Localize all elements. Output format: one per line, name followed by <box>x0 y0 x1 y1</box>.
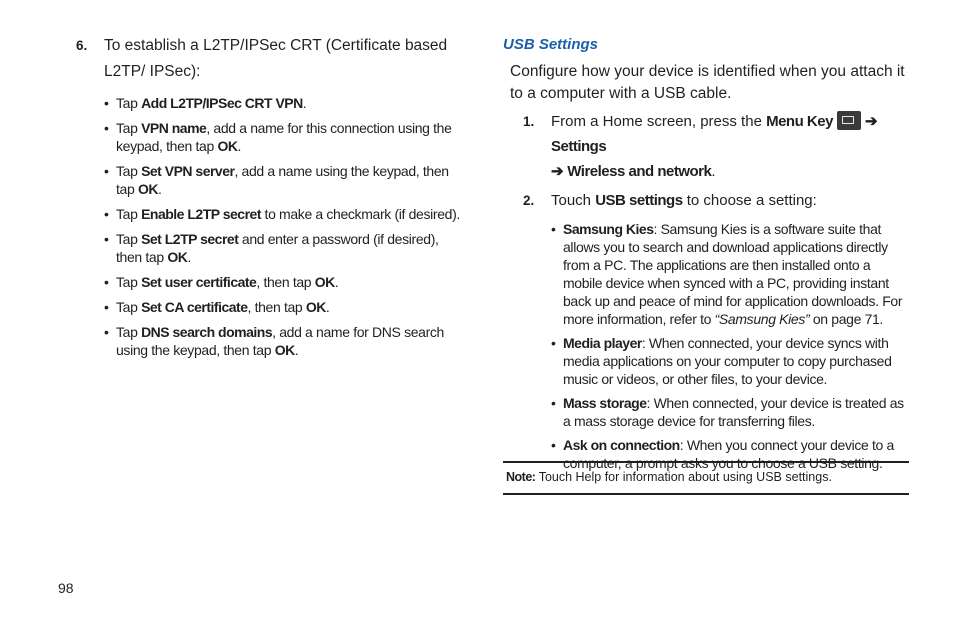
note-label: Note: <box>506 470 536 484</box>
step-2: 2. Touch USB settings to choose a setting: <box>523 188 909 213</box>
list-item: • Tap Add L2TP/IPSec CRT VPN. <box>104 94 461 112</box>
page-number: 98 <box>58 580 74 596</box>
right-column <box>503 33 909 472</box>
step-1: 1. From a Home screen, press the Menu Key ➔ Settings ➔ Wireless and network. <box>523 109 909 184</box>
intro-paragraph: Configure how your device is identified when you attach it to a computer with a USB cable. <box>510 63 905 102</box>
wireless-network-label: Wireless and network <box>567 163 712 180</box>
list-item: • Tap DNS search domains, add a name for DNS search using the keypad, then tap OK. <box>104 323 461 359</box>
list-item: • Tap Set CA certificate, then tap OK. <box>104 298 461 316</box>
list-item: • Tap Set L2TP secret and enter a password (if desired), then tap OK. <box>104 230 461 266</box>
menu-key-icon <box>837 111 861 130</box>
step-number: 6. <box>76 38 88 53</box>
note-text: Touch Help for information about using USB settings. <box>535 470 832 484</box>
step-number: 2. <box>523 193 535 208</box>
list-item: • Tap Enable L2TP secret to make a checkmark (if desired). <box>104 205 461 223</box>
list-item: • Tap Set user certificate, then tap OK. <box>104 273 461 291</box>
step-6 <box>76 33 461 85</box>
usb-settings-label: USB settings <box>595 192 683 209</box>
list-item: • Tap VPN name, add a name for this connection using the keypad, then tap OK. <box>104 119 461 155</box>
usb-options-list <box>551 220 909 472</box>
list-item: • Tap Set VPN server, add a name using the keypad, then tap OK. <box>104 162 461 198</box>
list-item-samsung-kies: • Samsung Kies: Samsung Kies is a software suite that allows you to search and download applications directly from a PC. The applications are then installed onto a mobile device when synced with a PC, providing instant back up and peace of mind for application downloads. For more information, refer to “Samsung Kies” on page 71. <box>551 220 909 328</box>
section-heading: USB Settings <box>503 36 599 53</box>
settings-label: Settings <box>551 138 607 155</box>
note-box <box>503 461 909 495</box>
step-number: 1. <box>523 114 535 129</box>
list-item-media-player: • Media player: When connected, your device syncs with media applications on your computer to copy purchased music or videos, or other files, to your device. <box>551 334 909 388</box>
left-column <box>76 33 461 359</box>
step-text: To establish a L2TP/IPSec CRT (Certificate based L2TP/ IPSec): <box>104 37 448 80</box>
kies-reference-link: “Samsung Kies” <box>714 311 810 327</box>
vpn-bullet-list <box>104 94 461 359</box>
list-item-ask-on-connection: • Ask on connection: When you connect your device to a computer, a prompt asks you to choose a USB setting. <box>551 436 909 472</box>
list-item-mass-storage: • Mass storage: When connected, your device is treated as a mass storage device for transferring files. <box>551 394 909 430</box>
menu-key-label: Menu Key <box>766 113 833 130</box>
